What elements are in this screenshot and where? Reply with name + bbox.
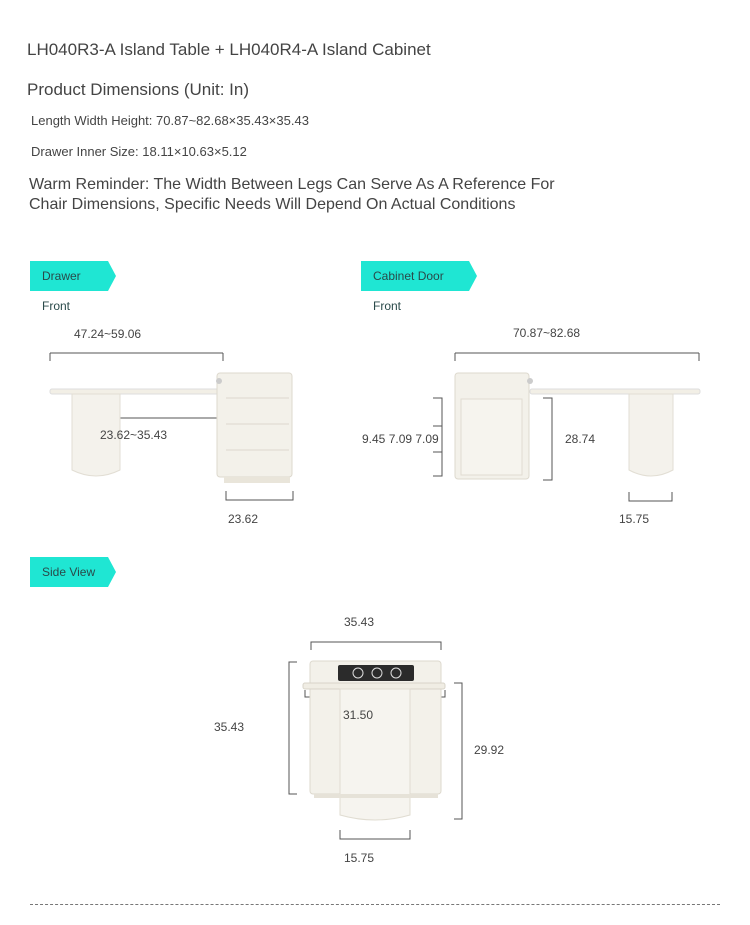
spec-lwh-label: Length Width Height: xyxy=(31,113,153,128)
drawer-front-drawing xyxy=(50,373,292,483)
dim-side-top-width: 35.43 xyxy=(344,615,375,629)
section-heading: Product Dimensions (Unit: In) xyxy=(27,80,250,99)
divider xyxy=(30,904,720,905)
dim-side-leg-width: 15.75 xyxy=(344,851,375,865)
tag-side-view: Side View xyxy=(30,557,108,587)
spec-lwh-value: 70.87~82.68×35.43×35.43 xyxy=(156,113,309,128)
dim-drawer-leg-gap: 23.62~35.43 xyxy=(100,428,168,442)
warm-reminder: Warm Reminder: The Width Between Legs Can Serve As A Reference For Chair Dimensions, Specific Needs Will Depend On Actual Conditions xyxy=(29,176,555,213)
dim-cabinet-length: 70.87~82.68 xyxy=(513,326,581,340)
page-title: LH040R3-A Island Table + LH040R4-A Island Cabinet xyxy=(27,40,431,59)
cabinet-door-front-drawing xyxy=(455,373,700,479)
spec-drawer-label: Drawer Inner Size: xyxy=(31,144,139,159)
spec-drawer-value: 18.11×10.63×5.12 xyxy=(142,144,247,159)
dim-drawer-length: 47.24~59.06 xyxy=(74,327,142,341)
dim-drawer-cabinet-width: 23.62 xyxy=(228,512,259,526)
dim-side-inner: 31.50 xyxy=(343,708,374,722)
dim-side-table-height: 29.92 xyxy=(474,743,505,757)
dim-cabinet-height: 28.74 xyxy=(565,432,596,446)
dim-cabinet-leg-width: 15.75 xyxy=(619,512,650,526)
tag-drawer-front: Drawer Front xyxy=(30,261,108,291)
tag-cabinet-door-front: Cabinet Door Front xyxy=(361,261,469,291)
dim-side-total-height: 35.43 xyxy=(214,720,245,734)
dim-cabinet-segments: 9.45 7.09 7.09 xyxy=(362,432,439,446)
side-view-drawing xyxy=(303,661,445,820)
